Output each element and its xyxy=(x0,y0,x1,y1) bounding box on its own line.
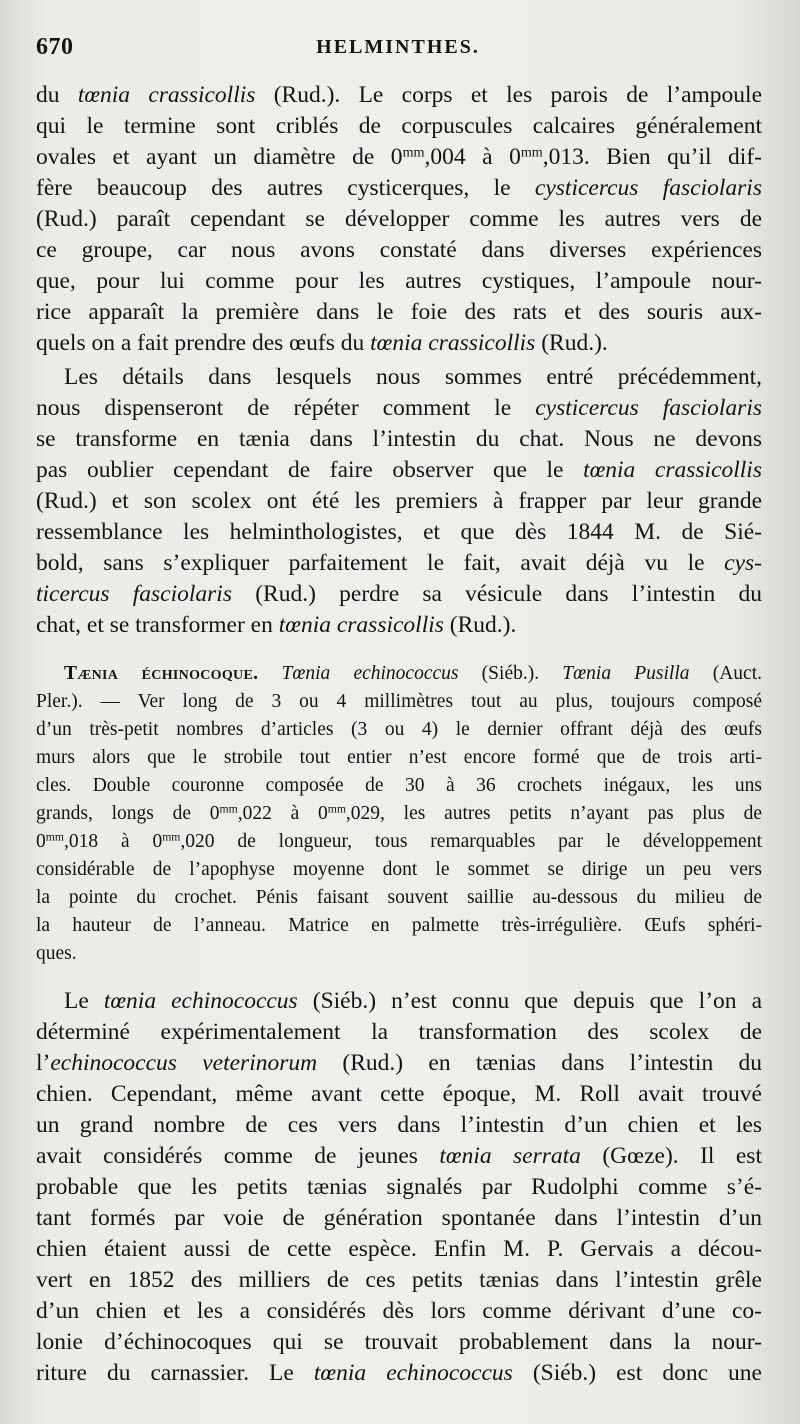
text-line: ticercus fasciolaris (Rud.) perdre sa vésicule dans l’intestin du xyxy=(36,581,762,607)
running-head xyxy=(36,30,760,66)
text-line: murs alors que le strobile tout entier n’est encore formé que de trois arti- xyxy=(36,747,762,768)
text-line: que, pour lui comme pour les autres cystiques, l’ampoule nour- xyxy=(36,268,762,294)
running-title: HELMINTHES. xyxy=(316,36,480,58)
text-line: ressemblance les helminthologistes, et que dès 1844 M. de Sié- xyxy=(36,519,762,545)
text-line: nous dispenseront de répéter comment le cysticercus fasciolaris xyxy=(36,395,762,421)
text-line: chien. Cependant, même avant cette époque, M. Roll avait trouvé xyxy=(36,1081,762,1107)
text-line: pas oublier cependant de faire observer que le tœnia crassicollis xyxy=(36,457,762,483)
text-line: Tænia échinocoque. Tœnia echinococcus (Siéb.). Tœnia Pusilla (Auct. xyxy=(64,663,762,684)
text-line: ques. xyxy=(36,943,77,964)
text-line: fère beaucoup des autres cysticerques, le cysticercus fasciolaris xyxy=(36,175,762,201)
text-line: l’echinococcus veterinorum (Rud.) en tænias dans l’intestin du xyxy=(36,1050,762,1076)
text-line: un grand nombre de ces vers dans l’intestin d’un chien et les xyxy=(36,1112,762,1138)
text-line: grands, longs de $0^{mm},022$ à $0^{mm},029$, les autres petits n’ayant pas plus de xyxy=(36,802,762,824)
text-line: d’un chien et les a considérés dès lors comme dérivant d’une co- xyxy=(36,1298,762,1324)
text-line: riture du carnassier. Le tœnia echinococcus (Siéb.) est donc une xyxy=(36,1360,762,1386)
text-line: considérable de l’apophyse moyenne dont le sommet se dirige un peu vers xyxy=(36,859,762,880)
text-line: avait considérés comme de jeunes tœnia serrata (Gœze). Il est xyxy=(36,1143,762,1169)
text-line: Le tœnia echinococcus (Siéb.) n’est connu que depuis que l’on a xyxy=(64,988,762,1014)
text-line: Les détails dans lesquels nous sommes entré précédemment, xyxy=(64,364,762,390)
text-line: rice apparaît la première dans le foie des rats et des souris aux- xyxy=(36,299,762,325)
text-line: vert en 1852 des milliers de ces petits tænias dans l’intestin grêle xyxy=(36,1267,762,1293)
page-number: 670 xyxy=(36,34,74,60)
text-line: ce groupe, car nous avons constaté dans diverses expériences xyxy=(36,237,762,263)
text-line: lonie d’échinocoques qui se trouvait probablement dans la nour- xyxy=(36,1329,762,1355)
text-line: ovales et ayant un diamètre de $0^{mm},004$ à $0^{mm},013$. Bien qu’il dif- xyxy=(36,144,762,170)
text-line: (Rud.) paraît cependant se développer comme les autres vers de xyxy=(36,206,762,232)
text-line: du tœnia crassicollis (Rud.). Le corps et les parois de l’ampoule xyxy=(36,82,762,108)
text-line: qui le termine sont criblés de corpuscules calcaires généralement xyxy=(36,113,762,139)
text-line: tant formés par voie de génération spontanée dans l’intestin d’un xyxy=(36,1205,762,1231)
text-line: $0^{mm},018$ à $0^{mm},020$ de longueur, tous remarquables par le développement xyxy=(36,830,762,852)
text-line: quels on a fait prendre des œufs du tœnia crassicollis (Rud.). xyxy=(36,330,608,356)
text-line: la hauteur de l’anneau. Matrice en palmette très-irrégulière. Œufs sphéri- xyxy=(36,915,762,936)
text-line: d’un très-petit nombres d’articles (3 ou 4) le dernier offrant déjà des œufs xyxy=(36,719,762,740)
text-line: déterminé expérimentalement la transformation des scolex de xyxy=(36,1019,762,1045)
text-line: se transforme en tænia dans l’intestin du chat. Nous ne devons xyxy=(36,426,762,452)
text-line: bold, sans s’expliquer parfaitement le fait, avait déjà vu le cys- xyxy=(36,550,762,576)
text-line: chien étaient aussi de cette espèce. Enfin M. P. Gervais a décou- xyxy=(36,1236,762,1262)
text-line: cles. Double couronne composée de 30 à 36 crochets inégaux, les uns xyxy=(36,775,762,796)
text-line: la pointe du crochet. Pénis faisant souvent saillie au-dessous du milieu de xyxy=(36,887,762,908)
text-line: chat, et se transformer en tœnia crassicollis (Rud.). xyxy=(36,612,517,638)
text-line: Pler.). — Ver long de 3 ou 4 millimètres tout au plus, toujours composé xyxy=(36,691,762,712)
text-line: (Rud.) et son scolex ont été les premiers à frapper par leur grande xyxy=(36,488,762,514)
text-line: probable que les petits tænias signalés par Rudolphi comme s’é- xyxy=(36,1174,762,1200)
